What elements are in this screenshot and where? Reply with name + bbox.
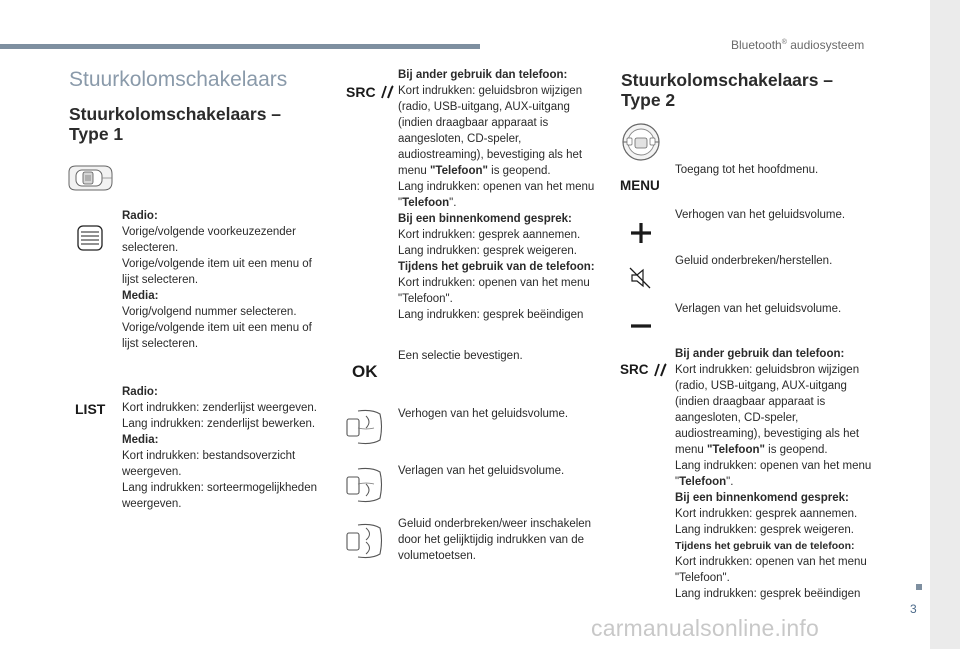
type2-heading: Stuurkolomschakelaars – Type 2 (621, 70, 834, 110)
volume-down-description: Verlagen van het geluidsvolume. (398, 465, 565, 477)
mute-description-type2: Geluid onderbreken/herstellen. (675, 255, 833, 267)
menu-description: Toegang tot het hoofdmenu. (675, 164, 819, 176)
minus-icon (630, 323, 652, 329)
scroll-wheel-description: Radio: Vorige/volgende voorkeuzezender selecteren. Vorige/volgende item uit een menu of lijst selecteren. Media: Vorig/volgend nummer selecteren. Vorige/volgende item uit een menu of lijst selecteren. (122, 210, 312, 350)
type1-heading: Stuurkolomschakelaars – Type 1 (69, 104, 282, 144)
phone-slash-icon (378, 85, 394, 99)
volume-up-stalk-icon (344, 408, 384, 446)
stalk-switch-icon (66, 160, 116, 196)
list-button-description: Radio: Kort indrukken: zenderlijst weergeven. Lang indrukken: zenderlijst bewerken. Media: Kort indrukken: bestandsoverzicht weergeven. Lang indrukken: sorteermogelijkheden weergeven. (122, 386, 317, 510)
plus-description: Verhogen van het geluidsvolume. (675, 209, 846, 221)
mute-description: Geluid onderbreken/weer inschakelen door het gelijktijdig indrukken van de volumetoetsen. (398, 518, 592, 562)
scroll-wheel-icon (76, 224, 104, 252)
page-number: 3 (910, 602, 917, 616)
mute-stalk-icon (344, 522, 384, 560)
src-button-label-type2: SRC (620, 362, 667, 377)
page-marker (916, 584, 922, 590)
plus-icon (630, 222, 652, 244)
header-bar (0, 44, 480, 49)
ok-description: Een selectie bevestigen. (398, 350, 523, 362)
mute-icon (628, 266, 652, 290)
src-description-type2: Bij ander gebruik dan telefoon: Kort indrukken: geluidsbron wijzigen (radio, USB-uitgang, AUX-uitgang (indien draagbaar apparaat is aangesloten, CD-speler, audiostreaming), bevestiging als het menu "Telefoon" is geopend. Lang indrukken: openen van het menu "Telefoon". Bij een binnenkomend gesprek: Kort indrukken: gesprek aannemen. Lang indrukken: gesprek weigeren. Tijdens het gebruik van de telefoon: Kort indrukken: openen van het menu "Telefoon". Lang indrukken: gesprek beëindigen (675, 348, 872, 600)
page-side-strip (930, 0, 960, 649)
minus-description: Verlagen van het geluidsvolume. (675, 303, 842, 315)
src-description: Bij ander gebruik dan telefoon: Kort indrukken: geluidsbron wijzigen (radio, USB-uitgang, AUX-uitgang (indien draagbaar apparaat is aangesloten, CD-speler, audiostreaming), bevestiging als het menu "Telefoon" is geopend. Lang indrukken: openen van het menu "Telefoon". Bij een binnenkomend gesprek: Kort indrukken: gesprek aannemen. Lang indrukken: gesprek weigeren. Tijdens het gebruik van de telefoon: Kort indrukken: openen van het menu "Telefoon". Lang indrukken: gesprek beëindigen (398, 69, 595, 321)
list-button-label: LIST (75, 401, 106, 417)
volume-down-stalk-icon (344, 466, 384, 504)
phone-slash-icon (651, 363, 667, 377)
chapter-title: Bluetooth® audiosysteem (731, 38, 865, 52)
volume-up-description: Verhogen van het geluidsvolume. (398, 408, 569, 420)
src-button-label: SRC (346, 84, 394, 100)
menu-button-label: MENU (620, 178, 660, 193)
page-title: Stuurkolomschakelaars (69, 68, 288, 91)
watermark: carmanualsonline.info (591, 615, 819, 641)
steering-wheel-icon (620, 122, 662, 162)
ok-button-label: OK (352, 362, 378, 381)
